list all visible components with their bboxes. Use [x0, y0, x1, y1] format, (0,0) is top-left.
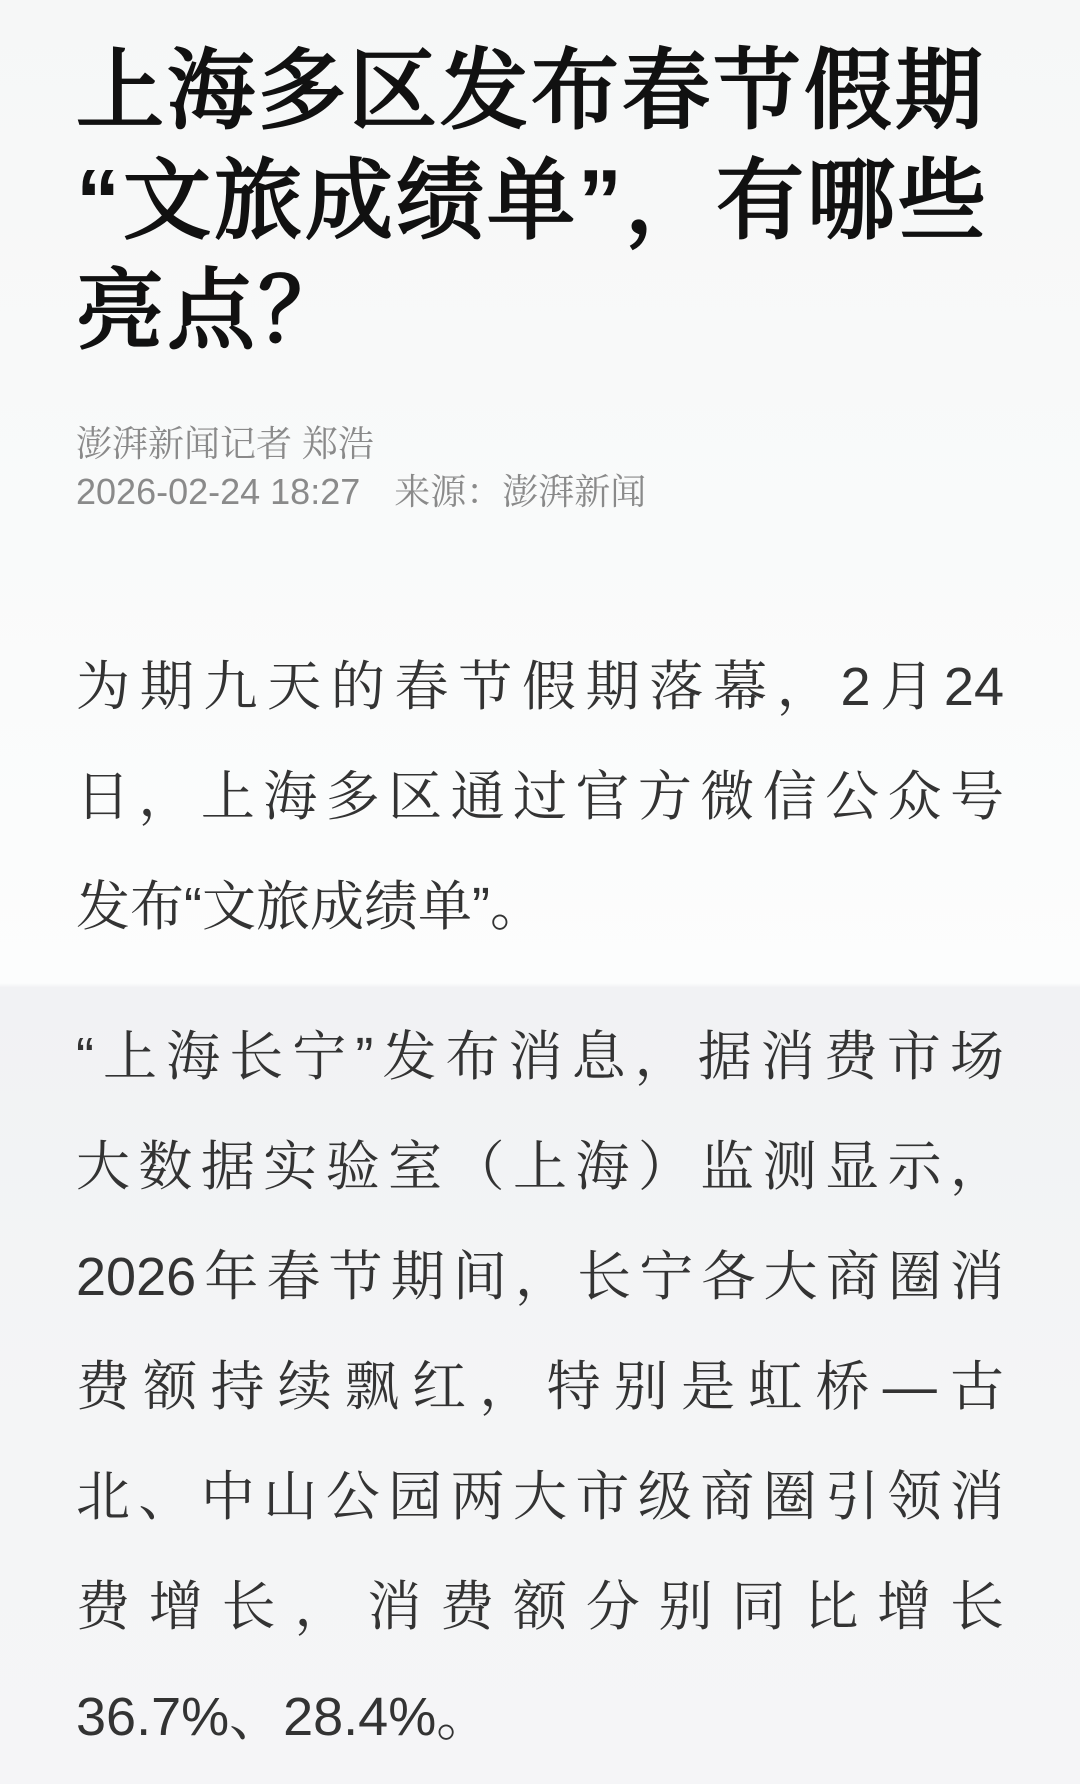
title-line: 亮点？ [76, 261, 350, 360]
body-line: 大数据实验室（上海）监测显示， [76, 1137, 1004, 1197]
body-line: 为期九天的春节假期落幕，2月24 [76, 657, 1004, 717]
body-line: 费增长，消费额分别同比增长 [76, 1577, 1004, 1637]
meta-row [76, 468, 1004, 516]
source-label: 来源：澎湃新闻 [394, 471, 647, 512]
byline: 澎湃新闻记者 郑浩 [76, 423, 375, 464]
publish-date: 2026-02-24 18:27 [76, 471, 361, 512]
article-body [76, 632, 1004, 1772]
body-line: 2026年春节期间，长宁各大商圈消 [76, 1247, 1004, 1307]
title-line: 上海多区发布春节假期 [76, 41, 987, 140]
body-line: 36.7%、28.4%。 [76, 1687, 491, 1747]
paragraph [76, 1002, 1004, 1772]
title-line: “文旅成绩单”，有哪些 [76, 151, 990, 250]
body-line: “上海长宁”发布消息，据消费市场 [76, 1027, 1004, 1087]
body-line: 费额持续飘红，特别是虹桥—古 [76, 1357, 1004, 1417]
paragraph [76, 632, 1004, 962]
body-line: 日，上海多区通过官方微信公众号 [76, 767, 1004, 827]
article-title [76, 0, 1004, 366]
body-line: 北、中山公园两大市级商圈引领消 [76, 1467, 1004, 1527]
body-line: 发布“文旅成绩单”。 [76, 877, 544, 937]
